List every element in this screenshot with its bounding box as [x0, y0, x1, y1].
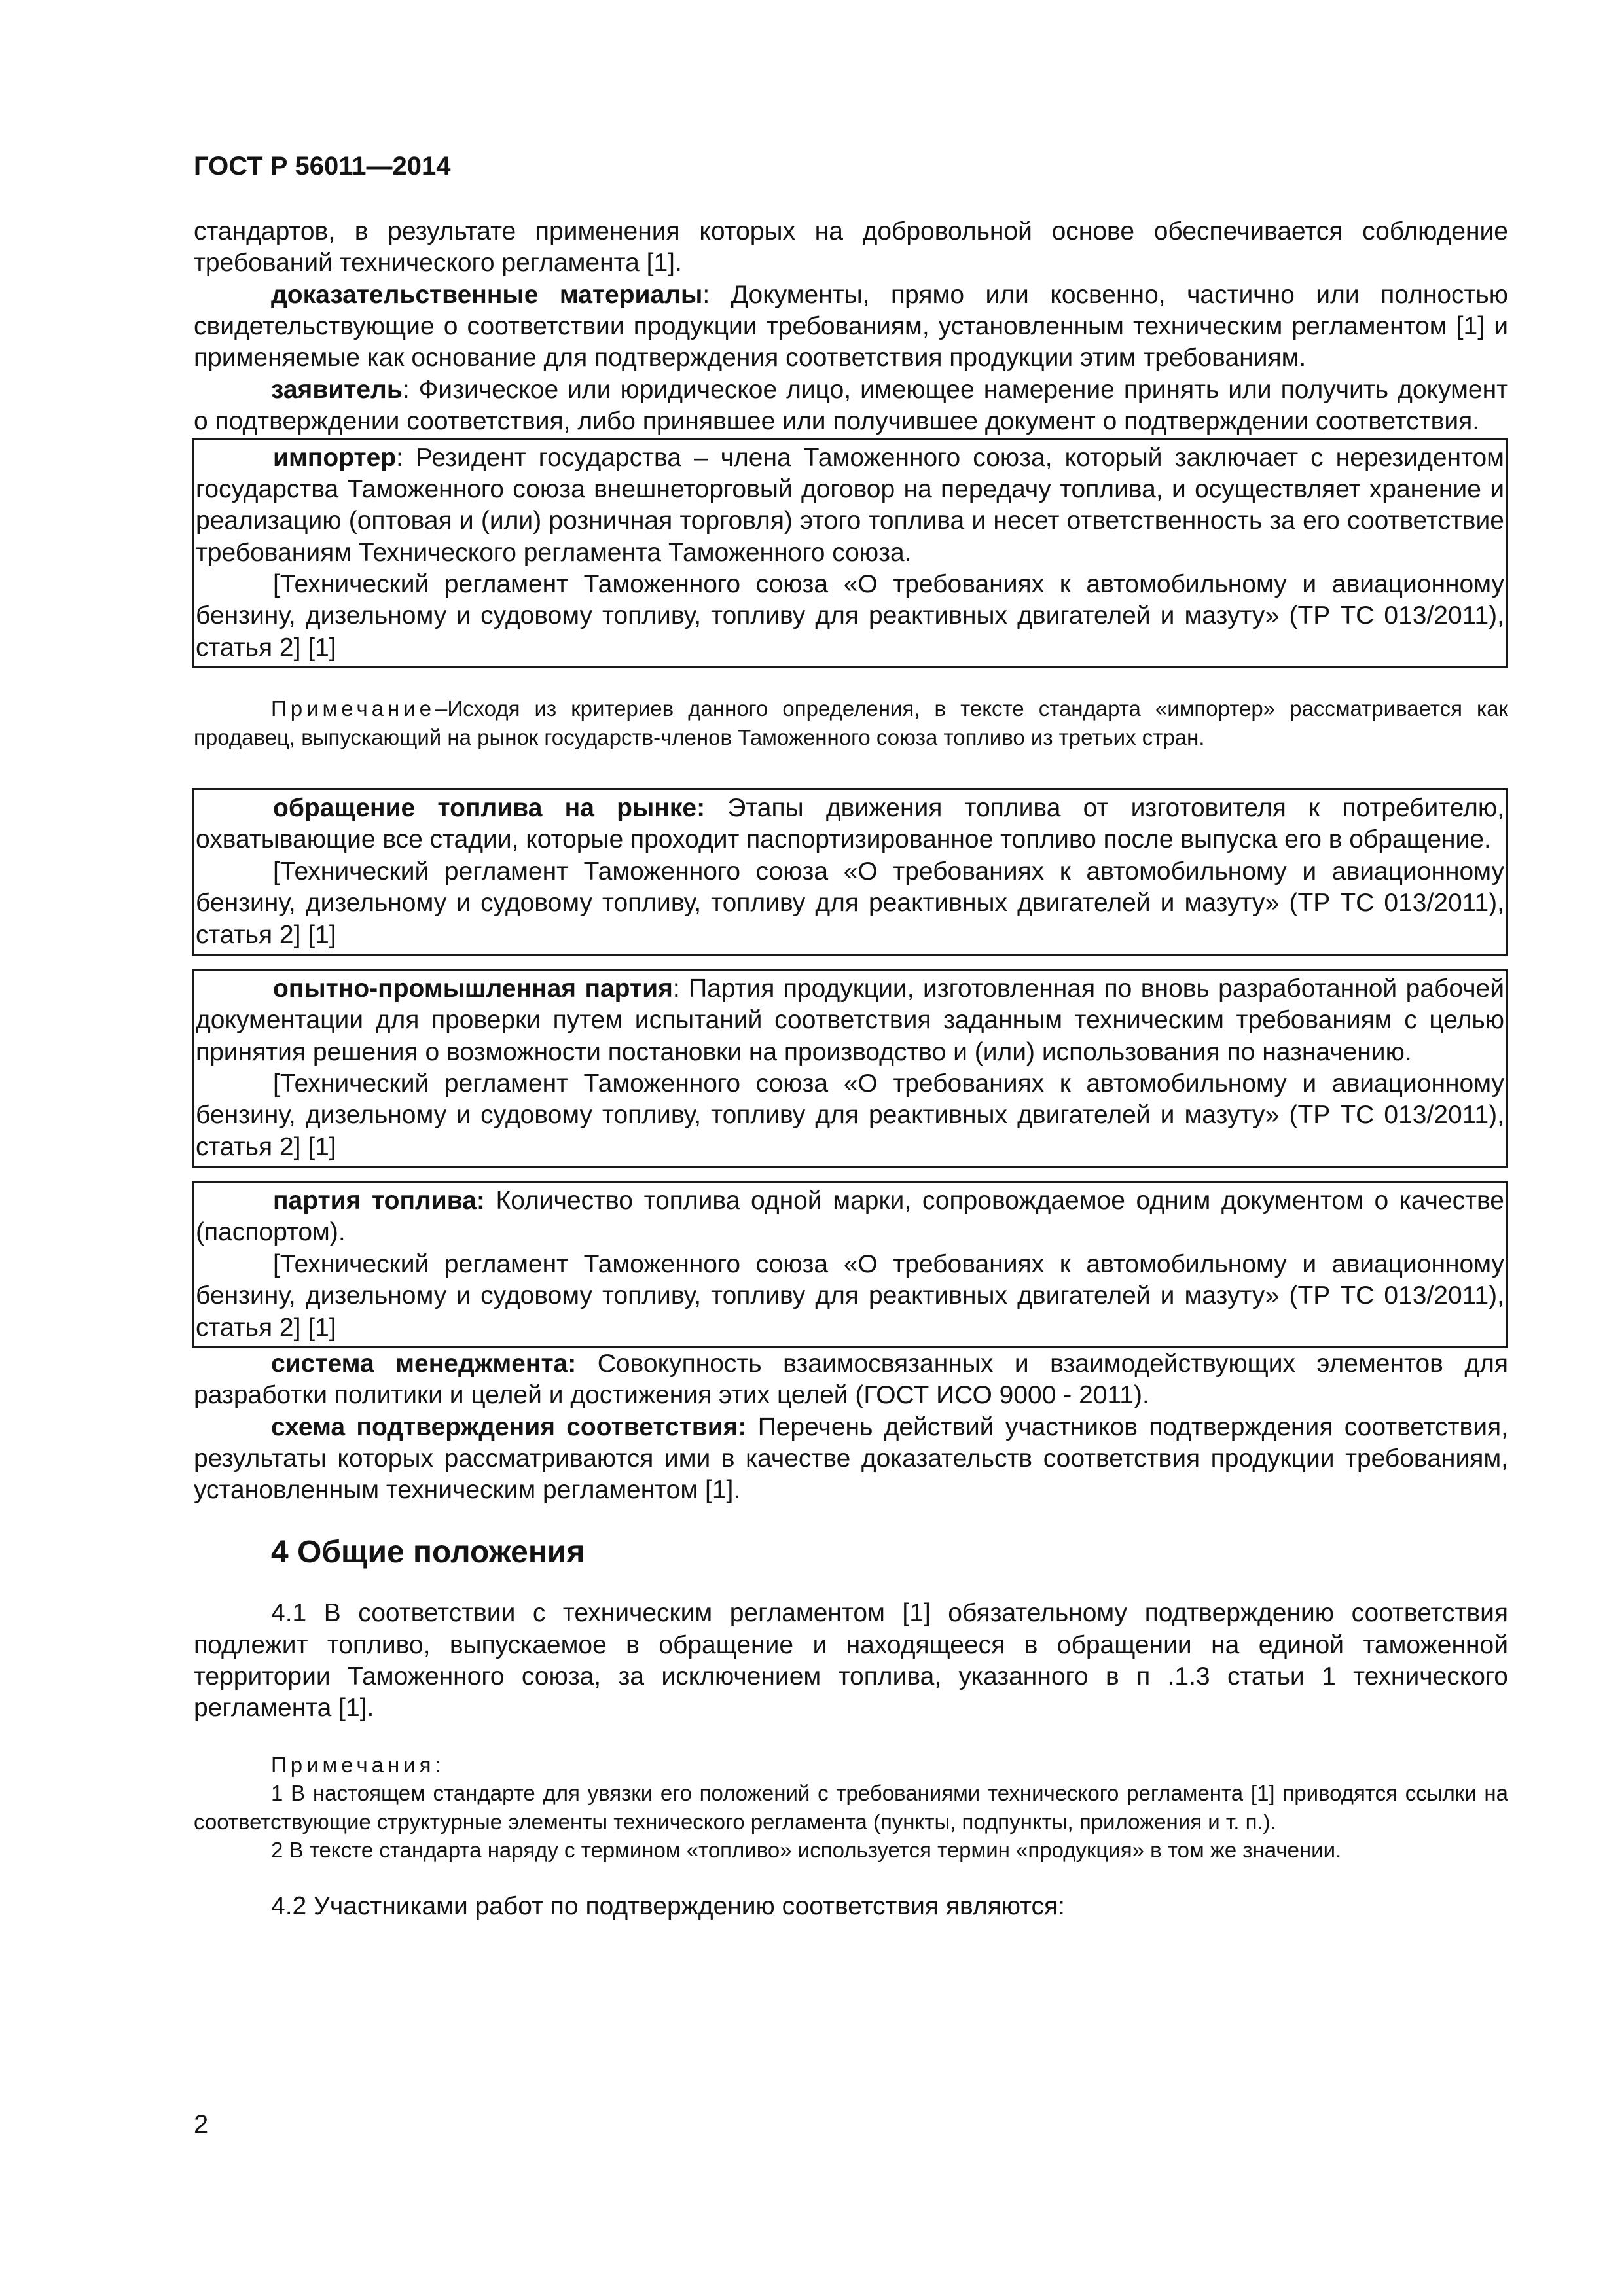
document-designation: ГОСТ Р 56011—2014 — [194, 152, 451, 181]
definition-management-system — [194, 1348, 1508, 1412]
note-2: 2 В тексте стандарта наряду с термином «топливо» используется термин «продукция» в том же значении. — [271, 1838, 1342, 1863]
definition-source-ref: [Технический регламент Таможенного союза «О требованиях к автомобильному и авиационному бензину, дизельному и судовому топливу, топливу для реактивных двигателей и мазуту» (ТР ТС 013/2011), статья 2] [1] — [196, 857, 1504, 949]
note-1: 1 В настоящем стандарте для увязки его положений с требованиями технического регламента [1] приводятся ссылки на соответствующие структурные элементы технического регламента (пункты, подпункты, приложения и т. п.). — [194, 1781, 1508, 1834]
page-body — [194, 216, 1508, 1922]
term-evidence: доказательственные материалы — [271, 280, 703, 309]
definition-text: : Партия продукции, изготовленная по вновь разработанной рабочей документации для проверки путем испытаний соответствия заданным техническим требованиям с целью принятия решения о возможности постановки на производство и (или) использования по назначению. — [196, 974, 1504, 1066]
term-conformity-scheme: схема подтверждения соответствия: — [271, 1412, 747, 1441]
definition-box-circulation — [192, 788, 1508, 956]
term-importer: импортер — [273, 443, 397, 472]
term-applicant: заявитель — [271, 375, 403, 404]
definition-source-ref: [Технический регламент Таможенного союза «О требованиях к автомобильному и авиационному бензину, дизельному и судовому топливу, топливу для реактивных двигателей и мазуту» (ТР ТС 013/2011), статья 2] [1] — [196, 1069, 1504, 1161]
definition-box-fuel-batch — [192, 1181, 1508, 1348]
definition-box-pilot-batch — [192, 969, 1508, 1168]
term-circulation: обращение топлива на рынке: — [273, 794, 706, 823]
page-number: 2 — [194, 2110, 209, 2139]
clause-4-1: 4.1 В соответствии с техническим регламентом [1] обязательному подтверждению соответствия подлежит топливо, выпускаемое в обращение и находящееся в обращении на единой таможенной территории Таможенного союза, за исключением топлива, указанного в п .1.3 статьи 1 технического регламента [1]. — [194, 1599, 1508, 1723]
note-label: Примечание — [271, 696, 436, 721]
definition-box-importer — [192, 438, 1508, 669]
definition-text: Этапы движения топлива от изготовителя к потребителю, охватывающие все стадии, которые проходит паспортизированное топливо после выпуска его в обращение. — [196, 794, 1504, 854]
note-importer — [194, 694, 1508, 751]
notes-heading — [194, 1751, 1508, 1780]
notes-label: Примечания: — [271, 1752, 445, 1777]
definition-circulation — [196, 793, 1504, 856]
term-fuel-batch: партия топлива: — [273, 1187, 485, 1215]
clause-4-2: 4.2 Участниками работ по подтверждению соответствия являются: — [271, 1892, 1065, 1920]
definition-conformity-scheme — [194, 1412, 1508, 1507]
note-text: –Исходя из критериев данного определения, в тексте стандарта «импортер» рассматривается как продавец, выпускающий на рынок государств-членов Таможенного союза топливо из третьих стран. — [194, 696, 1508, 749]
term-management-system: система менеджмента: — [271, 1349, 577, 1378]
section-heading: 4 Общие положения — [271, 1534, 585, 1570]
definition-applicant — [194, 374, 1508, 438]
definition-pilot-batch — [196, 973, 1504, 1068]
continued-paragraph: стандартов, в результате применения которых на добровольной основе обеспечивается соблюдение требований технического регламента [1]. — [194, 217, 1508, 278]
definition-fuel-batch — [196, 1185, 1504, 1249]
definition-evidence — [194, 279, 1508, 374]
definition-source-ref: [Технический регламент Таможенного союза «О требованиях к автомобильному и авиационному бензину, дизельному и судовому топливу, топливу для реактивных двигателей и мазуту» (ТР ТС 013/2011), статья 2] [1] — [196, 569, 1504, 662]
term-pilot-batch: опытно-промышленная партия — [273, 974, 673, 1003]
definition-importer — [196, 442, 1504, 569]
definition-text: Совокупность взаимосвязанных и взаимодействующих элементов для разработки политики и целей и достижения этих целей (ГОСТ ИСО 9000 - 2011). — [194, 1349, 1508, 1410]
definition-text: : Документы, прямо или косвенно, частично или полностью свидетельствующие о соответствии продукции требованиям, установленным техническим регламентом [1] и применяемые как основание для подтверждения соответствия продукции этим требованиям. — [194, 280, 1508, 372]
definition-source-ref: [Технический регламент Таможенного союза «О требованиях к автомобильному и авиационному бензину, дизельному и судовому топливу, топливу для реактивных двигателей и мазуту» (ТР ТС 013/2011), статья 2] [1] — [196, 1249, 1504, 1342]
definition-text: : Физическое или юридическое лицо, имеющее намерение принять или получить документ о подтверждении соответствия, либо принявшее или получившее документ о подтверждении соответствия. — [194, 375, 1508, 436]
definition-text: : Резидент государства – члена Таможенного союза, который заключает с нерезидентом государства Таможенного союза внешнеторговый договор на передачу топлива, и осуществляет хранение и реализацию (оптовая и (или) розничная торговля) этого топлива и несет ответственность за его соответствие требованиям Технического регламента Таможенного союза. — [196, 443, 1504, 567]
definition-text: Перечень действий участников подтверждения соответствия, результаты которых рассматриваются ими в качестве доказательств соответствия продукции требованиям, установленным техническим регламентом [1]. — [194, 1412, 1508, 1505]
definition-text: Количество топлива одной марки, сопровождаемое одним документом о качестве (паспортом). — [196, 1187, 1504, 1247]
